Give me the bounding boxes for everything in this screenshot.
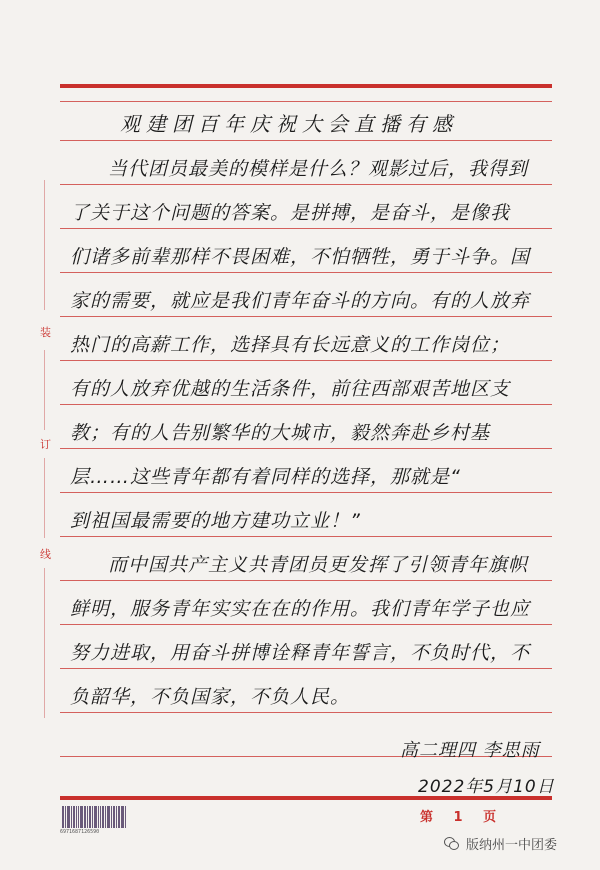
signature: 高二理四 李思雨 <box>400 740 540 761</box>
essay-line: 负韶华，不负国家，不负人民。 <box>70 686 351 708</box>
essay-line: 们诸多前辈那样不畏困难，不怕牺牲，勇于斗争。国 <box>70 246 531 268</box>
ruled-line <box>60 316 552 317</box>
ruled-line <box>60 360 552 361</box>
essay-line: 而中国共产主义共青团员更发挥了引领青年旗帜 <box>108 554 529 576</box>
essay-line: 层……这些青年都有着同样的选择，那就是“ <box>70 466 461 488</box>
ruled-line <box>60 668 552 669</box>
wechat-icon <box>444 837 460 850</box>
ruled-line <box>60 448 552 449</box>
watermark <box>444 834 557 853</box>
top-red-border <box>60 84 552 88</box>
ruled-line <box>60 712 552 713</box>
margin-label-ding: 订 <box>40 438 51 451</box>
essay-date: 2022年5月10日 <box>418 777 555 797</box>
ruled-line <box>60 492 552 493</box>
binding-dash <box>44 568 45 718</box>
ruled-line <box>60 536 552 537</box>
margin-label-xian: 线 <box>40 548 51 561</box>
binding-dash <box>44 180 45 310</box>
page-number-label: 第 1 页 <box>420 810 505 825</box>
essay-line: 努力进取，用奋斗拼博诠释青年誓言，不负时代，不 <box>70 642 531 664</box>
ruled-line <box>60 101 552 102</box>
essay-line: 热门的高薪工作，选择具有长远意义的工作岗位； <box>70 334 511 356</box>
ruled-line <box>60 580 552 581</box>
ruled-line <box>60 228 552 229</box>
binding-dash <box>44 458 45 538</box>
essay-line: 家的需要，就应是我们青年奋斗的方向。有的人放弃 <box>70 290 531 312</box>
ruled-line <box>60 272 552 273</box>
essay-line: 当代团员最美的模样是什么？观影过后，我得到 <box>108 158 529 180</box>
essay-line: 了关于这个问题的答案。是拼搏，是奋斗，是像我 <box>70 202 511 224</box>
ruled-line <box>60 624 552 625</box>
binding-dash <box>44 350 45 430</box>
essay-title: 观建团百年庆祝大会直播有感 <box>120 112 458 136</box>
watermark-text: 版纳州一中团委 <box>466 838 558 853</box>
margin-label-zhuang: 装 <box>40 326 51 339</box>
ruled-line <box>60 184 552 185</box>
essay-line: 有的人放弃优越的生活条件，前往西部艰苦地区支 <box>70 378 511 400</box>
essay-line: 鲜明，服务青年实实在在的作用。我们青年学子也应 <box>70 598 531 620</box>
barcode-number: 6971687126590 <box>60 829 100 835</box>
essay-line: 教；有的人告别繁华的大城市，毅然奔赴乡村基 <box>70 422 491 444</box>
essay-line: 到祖国最需要的地方建功立业！” <box>70 510 361 532</box>
ruled-line <box>60 404 552 405</box>
ruled-line <box>60 140 552 141</box>
barcode <box>62 806 132 828</box>
